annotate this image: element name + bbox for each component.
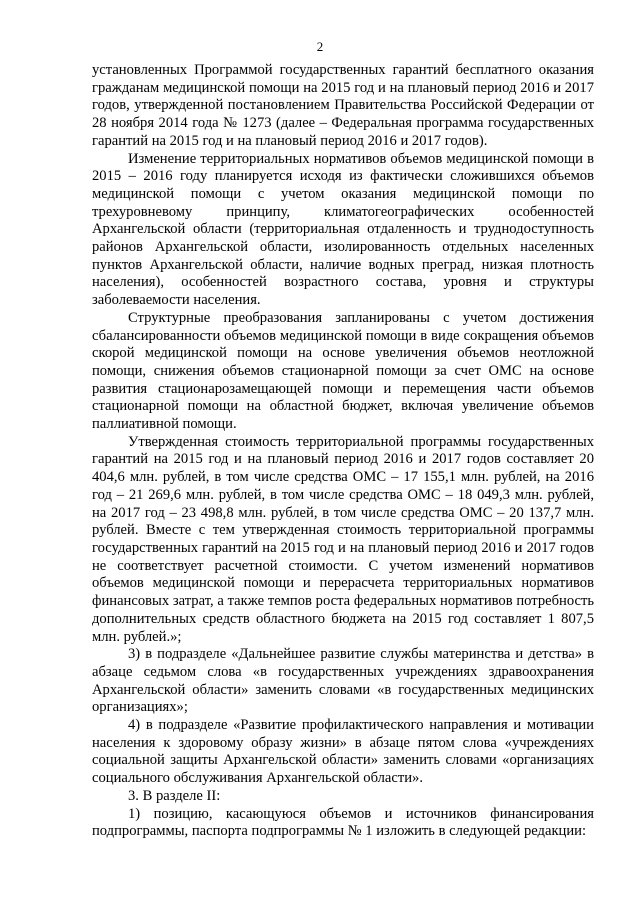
paragraph-program-cost: Утвержденная стоимость территориальной программы государственных гарантий на 2015 год и на плановый период 2016 и 2017 годов составляет 20 404,6 млн. рублей, в том числе средства ОМС – 17 155,1 млн. рублей, на 2016 год – 21 269,6 млн. рублей, в том числе средства ОМС – 18 049,3 млн. рублей, на 2017 год – 23 498,8 млн. рублей, в том числе средства ОМС – 20 137,7 млн. рублей. Вместе с тем утвержденная стоимость территориальной программы государственных гарантий на 2015 год и на плановый период 2016 и 2017 годов не соответствует расчетной стоимости. С учетом изменений нормативов объемов медицинской помощи и перерасчета территориальных нормативов финансовых затрат, а также темпов роста федеральных нормативов потребность дополнительных средств областного бюджета на 2015 год составляет 1 807,5 млн. рублей.»;: [92, 433, 594, 645]
paragraph-structural-changes: Структурные преобразования запланированы с учетом достижения сбалансированности объемов медицинской помощи в виде сокращения объемов скорой медицинской помощи на основе увеличения объемов неотложной помощи, снижения объемов стационарной помощи за счет ОМС на основе развития стационарозамещающей помощи и перемещения части объемов стационарной помощи на областной бюджет, включая увеличение объемов паллиативной помощи.: [92, 309, 594, 433]
document-body: [92, 62, 594, 841]
paragraph-item-3: 3) в подразделе «Дальнейшее развитие службы материнства и детства» в абзаце седьмом слова «в государственных учреждениях здравоохранения Архангельской области» заменить словами «в государственных медицинских организациях»;: [92, 646, 594, 716]
paragraph-continuation: установленных Программой государственных гарантий бесплатного оказания гражданам медицинской помощи на 2015 год и на плановый период 2016 и 2017 годов, утвержденной постановлением Правительства Российской Федерации от 28 ноября 2014 года № 1273 (далее – Федеральная программа государственных гарантий на 2015 год и на плановый период 2016 и 2017 годов).: [92, 62, 594, 149]
paragraph-section-ii-item-1: 1) позицию, касающуюся объемов и источников финансирования подпрограммы, паспорта подпрограммы № 1 изложить в следующей редакции:: [92, 805, 594, 840]
paragraph-normatives-change: Изменение территориальных нормативов объемов медицинской помощи в 2015 – 2016 году планируется исходя из фактически сложившихся объемов медицинской помощи с учетом оказания медицинской помощи по трехуровневому принципу, климатогеографических особенностей Архангельской области (территориальная отдаленность и труднодоступность районов Архангельской области, изолированность отдельных населенных пунктов Архангельской области, наличие водных преград, низкая плотность населения), особенностей возрастного состава, уровня и структуры заболеваемости населения.: [92, 150, 594, 309]
paragraph-item-4: 4) в подразделе «Развитие профилактического направления и мотивации населения к здоровому образу жизни» в абзаце пятом слова «учреждениях социальной защиты Архангельской области» заменить словами «организациях социального обслуживания Архангельской области».: [92, 717, 594, 787]
paragraph-section-ii: 3. В разделе II:: [128, 787, 221, 804]
page-number: 2: [316, 39, 324, 54]
